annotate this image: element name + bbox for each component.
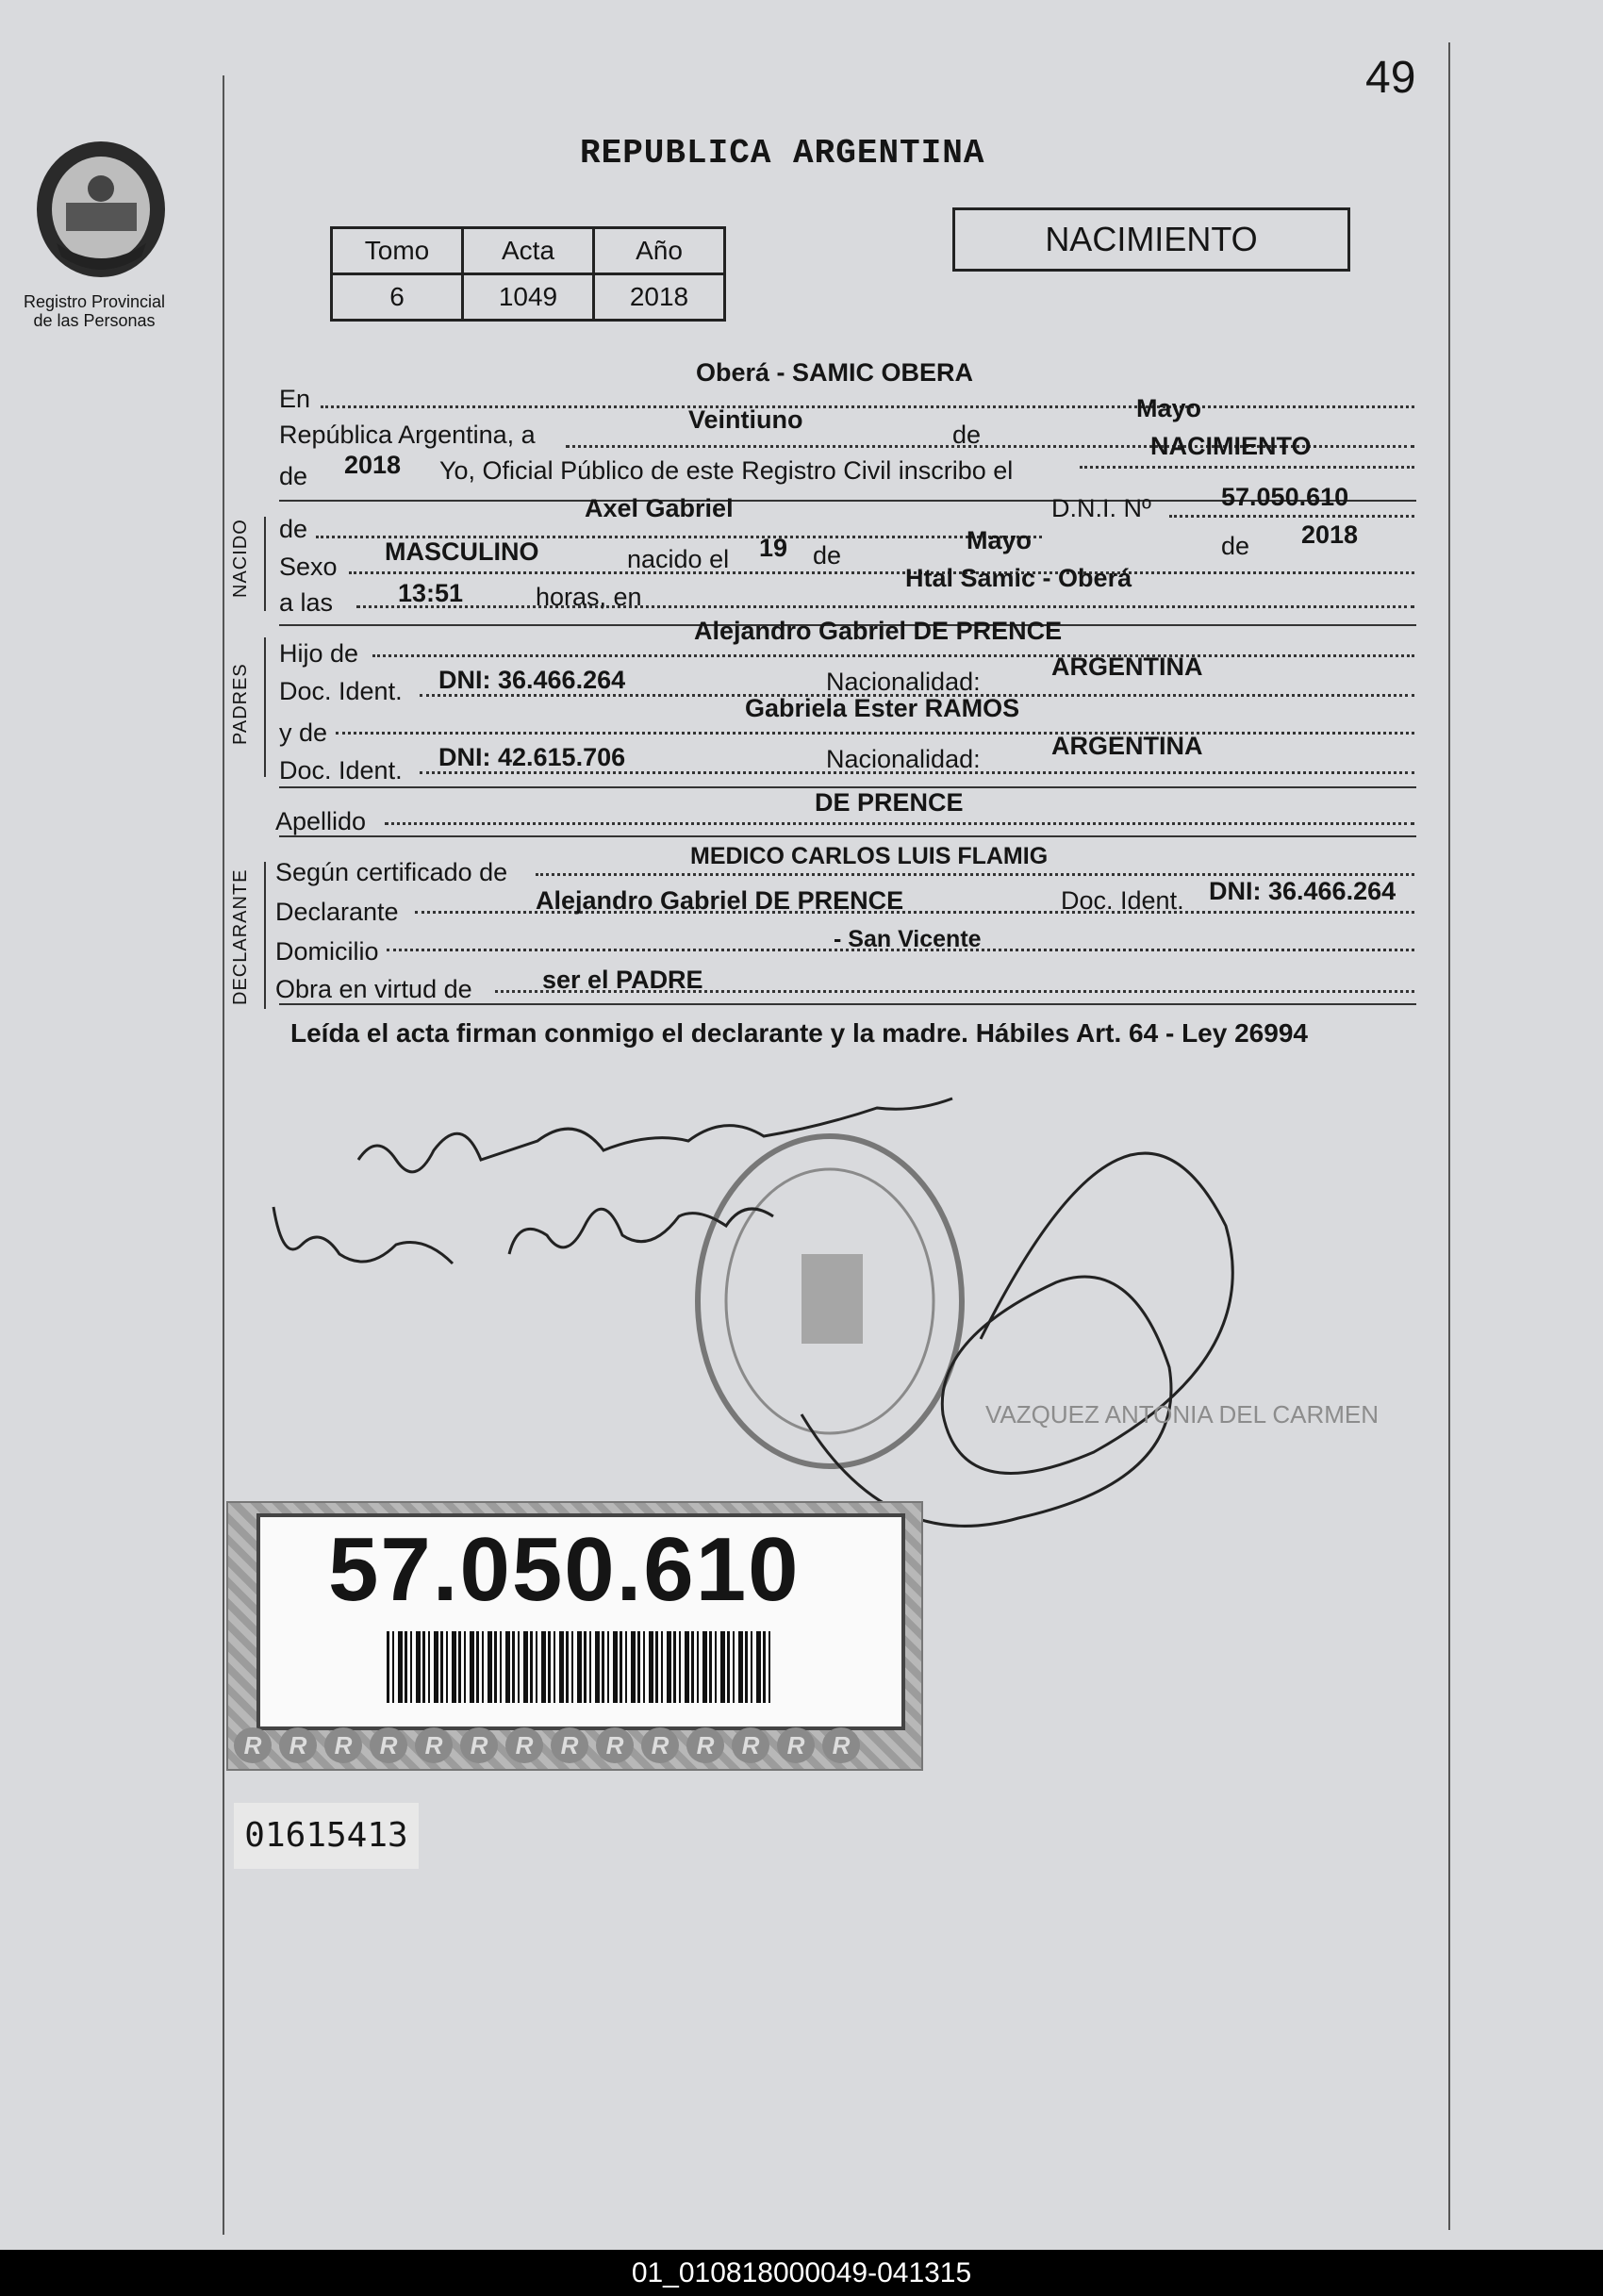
footer-filename: 01_010818000049-041315 — [0, 2250, 1603, 2296]
label-doc-ident-madre: Doc. Ident. — [279, 756, 403, 785]
barcode-icon — [387, 1631, 773, 1703]
value-anio: 2018 — [344, 451, 402, 479]
label-nacionalidad-madre: Nacionalidad: — [826, 745, 981, 773]
registry-label: Registro Provincial de las Personas — [23, 292, 166, 330]
label-segun-cert: Según certificado de — [275, 858, 508, 886]
tomo-value: 6 — [332, 274, 463, 321]
value-padre-doc: DNI: 36.466.264 — [438, 666, 626, 694]
value-nac-dia: 19 — [759, 534, 788, 562]
value-dni: 57.050.610 — [1221, 483, 1349, 511]
value-domicilio: - San Vicente — [834, 926, 982, 952]
value-nombre: Axel Gabriel — [585, 494, 734, 522]
value-madre-nac: ARGENTINA — [1051, 732, 1203, 760]
value-padre-nac: ARGENTINA — [1051, 652, 1203, 681]
value-madre-doc: DNI: 42.615.706 — [438, 743, 626, 771]
barcode-strip: R R R R R R R R R R R R R R — [226, 1727, 927, 1767]
label-dni: D.N.I. Nº — [1051, 494, 1151, 522]
label-nacido-el: nacido el — [627, 545, 730, 573]
label-hijo-de: Hijo de — [279, 639, 359, 668]
delegation-stamp-icon — [698, 1136, 962, 1466]
legal-text: Leída el acta firman conmigo el declarante y la madre. Hábiles Art. 64 - Ley 26994 — [290, 1018, 1308, 1048]
label-de-anio: de — [279, 462, 308, 490]
label-apellido: Apellido — [275, 807, 367, 835]
value-sexo: MASCULINO — [385, 537, 539, 566]
record-table — [330, 226, 726, 322]
label-horas-en: horas, en — [536, 583, 642, 611]
label-yo-oficial: Yo, Oficial Público de este Registro Civil inscribo el — [439, 456, 1014, 485]
anio-value: 2018 — [594, 274, 725, 321]
official-stamp-name: VAZQUEZ ANTONIA DEL CARMEN — [985, 1400, 1380, 1429]
label-declarante: Declarante — [275, 898, 399, 926]
official-signature — [802, 1153, 1232, 1526]
label-doc-ident-padre: Doc. Ident. — [279, 677, 403, 705]
value-certificado: MEDICO CARLOS LUIS FLAMIG — [690, 843, 1049, 869]
tomo-header: Tomo — [332, 228, 463, 274]
label-nacionalidad-padre: Nacionalidad: — [826, 668, 981, 696]
acta-header: Acta — [463, 228, 594, 274]
record-type-box: NACIMIENTO — [952, 207, 1350, 272]
section-declarante: DECLARANTE — [230, 868, 251, 1005]
page-number: 49 — [1365, 53, 1416, 103]
value-lugar-nac: Htal Samic - Oberá — [905, 564, 1132, 592]
value-inscripcion: NACIMIENTO — [1150, 432, 1312, 460]
label-sexo: Sexo — [279, 553, 338, 581]
id-number: 57.050.610 — [328, 1519, 801, 1620]
label-en: En — [279, 385, 311, 413]
value-virtud: ser el PADRE — [542, 966, 703, 994]
label-doc-ident-decl: Doc. Ident. — [1061, 886, 1184, 915]
value-lugar: Oberá - SAMIC OBERA — [696, 358, 974, 387]
label-de-nac-anio: de — [1221, 532, 1250, 560]
value-nac-mes: Mayo — [967, 526, 1033, 554]
value-mes: Mayo — [1136, 394, 1202, 422]
father-signature — [358, 1098, 952, 1172]
misiones-seal-icon — [28, 132, 174, 283]
label-de-nac-mes: de — [813, 541, 842, 570]
acta-value: 1049 — [463, 274, 594, 321]
value-dia: Veintiuno — [688, 405, 803, 434]
label-y-de: y de — [279, 719, 328, 747]
page-title: REPUBLICA ARGENTINA — [580, 134, 985, 173]
serial-number: 01615413 — [234, 1803, 419, 1869]
value-madre: Gabriela Ester RAMOS — [745, 694, 1020, 722]
value-padre: Alejandro Gabriel DE PRENCE — [694, 617, 1063, 645]
value-hora: 13:51 — [398, 579, 464, 607]
mother-signature — [273, 1207, 773, 1264]
label-de-nombre: de — [279, 515, 308, 543]
label-republica: República Argentina, a — [279, 421, 536, 449]
label-de-mes: de — [952, 421, 982, 449]
label-a-las: a las — [279, 588, 334, 617]
anio-header: Año — [594, 228, 725, 274]
label-domicilio: Domicilio — [275, 937, 379, 966]
value-nac-anio: 2018 — [1301, 520, 1359, 549]
value-declarante: Alejandro Gabriel DE PRENCE — [536, 886, 904, 915]
label-obra-virtud: Obra en virtud de — [275, 975, 472, 1003]
value-apellido: DE PRENCE — [815, 788, 964, 817]
value-declarante-doc: DNI: 36.466.264 — [1209, 877, 1396, 905]
section-nacido: NACIDO — [230, 519, 251, 598]
section-padres: PADRES — [230, 663, 251, 745]
